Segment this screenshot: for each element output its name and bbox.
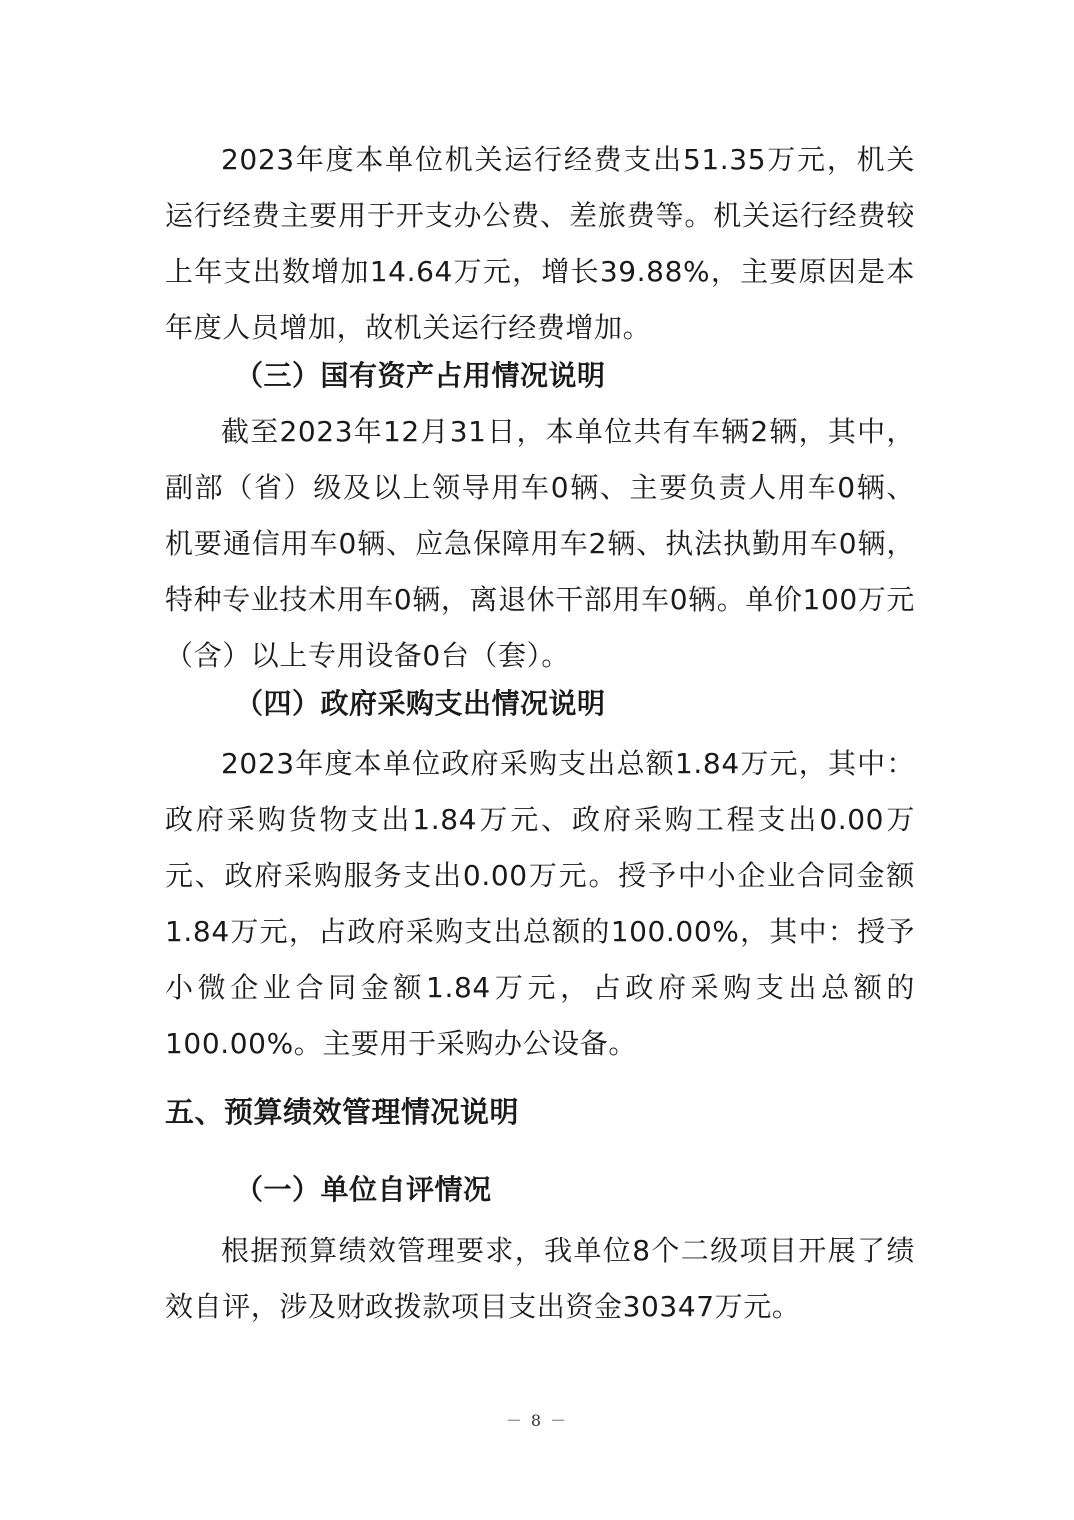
heading-government-procurement: （四）政府采购支出情况说明: [235, 687, 606, 720]
paragraph-state-assets: 截至2023年12月31日，本单位共有车辆2辆，其中，副部（省）级及以上领导用车0辆、主要负责人用车0辆、机要通信用车0辆、应急保障用车2辆、执法执勤用车0辆，特种专业技术用车0辆，离退休干部用车0辆。单价100万元（含）以上专用设备0台（套）。: [165, 415, 915, 672]
paragraph-self-evaluation: 根据预算绩效管理要求，我单位8个二级项目开展了绩效自评，涉及财政拨款项目支出资金30347万元。: [165, 1234, 915, 1323]
paragraph-government-procurement: 2023年度本单位政府采购支出总额1.84万元，其中：政府采购货物支出1.84万元、政府采购工程支出0.00万元、政府采购服务支出0.00万元。授予中小企业合同金额1.84万元，占政府采购支出总额的100.00%，其中：授予小微企业合同金额1.84万元，占政府采购支出总额的100.00%。主要用于采购办公设备。: [165, 747, 915, 1060]
heading-state-assets: （三）国有资产占用情况说明: [235, 359, 606, 392]
page-number: － 8 －: [505, 1411, 569, 1430]
paragraph-running-costs: 2023年度本单位机关运行经费支出51.35万元，机关运行经费主要用于开支办公费、差旅费等。机关运行经费较上年支出数增加14.64万元，增长39.88%，主要原因是本年度人员增加，故机关运行经费增加。: [165, 143, 915, 344]
section-heading-performance-management: 五、预算绩效管理情况说明: [165, 1095, 520, 1129]
heading-self-evaluation: （一）单位自评情况: [235, 1173, 492, 1206]
